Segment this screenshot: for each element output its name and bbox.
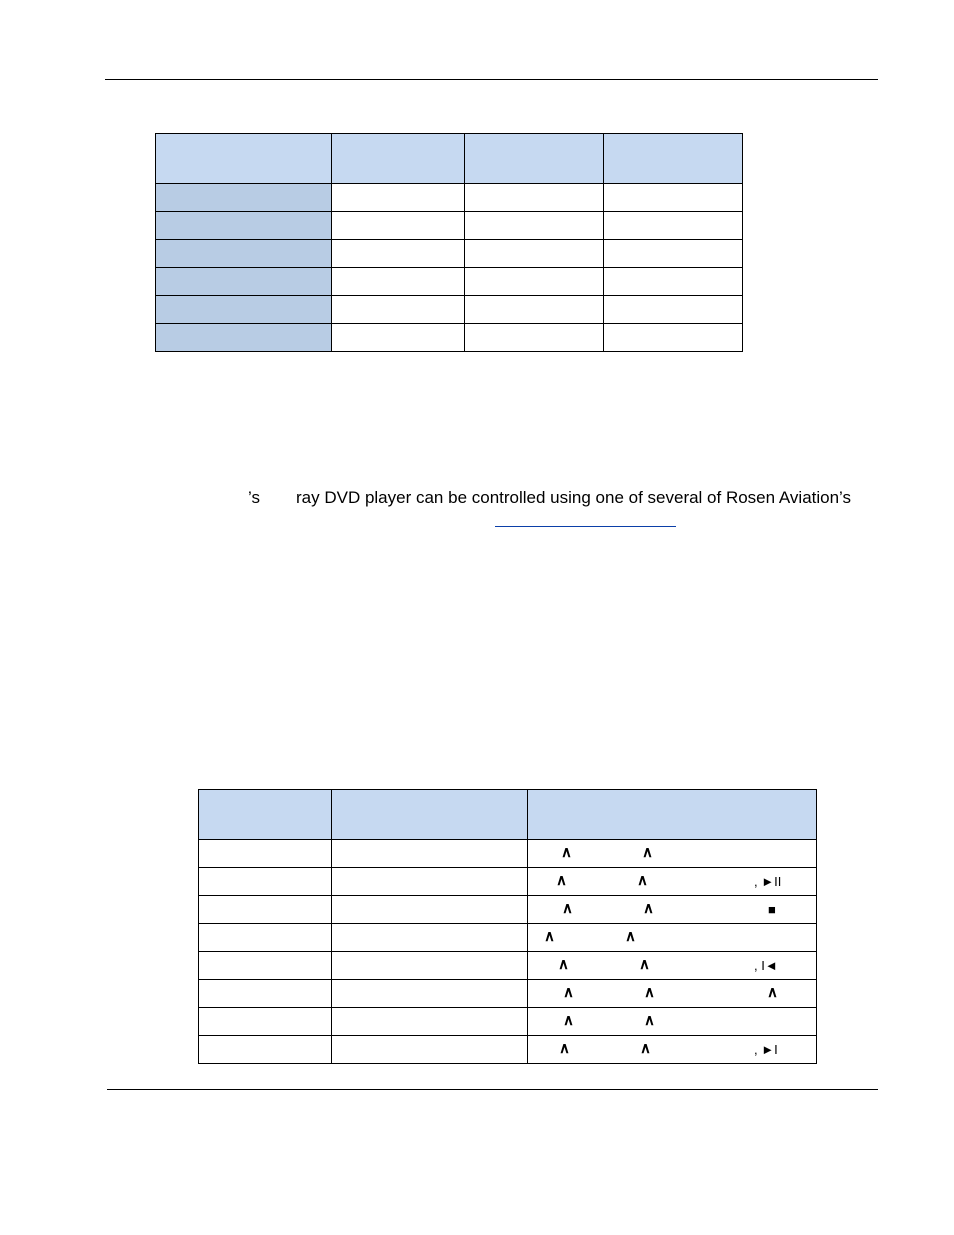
table-cell [199, 840, 332, 868]
caret-glyph: ∧ [558, 956, 569, 973]
table-cell [332, 184, 465, 212]
caret-glyph: ∧ [644, 984, 655, 1001]
row-label-cell [156, 240, 332, 268]
stop-symbol: ■ [768, 902, 776, 917]
header-cell [465, 134, 604, 184]
footer-rule [107, 1089, 878, 1090]
table-row [156, 324, 743, 352]
caret-glyph: ∧ [639, 956, 650, 973]
caret-glyph: ∧ [562, 900, 573, 917]
table-cell [604, 324, 743, 352]
caret-glyph: ∧ [563, 1012, 574, 1029]
table-cell [199, 924, 332, 952]
table-row [156, 184, 743, 212]
key-sequence-cell [528, 1008, 817, 1036]
table-row [156, 268, 743, 296]
key-sequence-cell [528, 840, 817, 868]
table-cell [465, 296, 604, 324]
key-sequence-cell [528, 896, 817, 924]
next-track-symbol: , ►I [754, 1042, 778, 1057]
table-cell [604, 212, 743, 240]
table-row [199, 868, 817, 896]
table-row [199, 1036, 817, 1064]
table-cell [199, 952, 332, 980]
header-cell [199, 790, 332, 840]
table-cell [332, 1008, 528, 1036]
table-row [199, 924, 817, 952]
table-cell [332, 952, 528, 980]
table-cell [332, 868, 528, 896]
table-row [199, 952, 817, 980]
table-cell [604, 296, 743, 324]
row-label-cell [156, 184, 332, 212]
table-cell [332, 240, 465, 268]
table-cell [199, 896, 332, 924]
key-sequence-cell [528, 952, 817, 980]
table-cell [199, 1036, 332, 1064]
table-cell [465, 184, 604, 212]
table-cell [604, 184, 743, 212]
row-label-cell [156, 212, 332, 240]
caret-glyph: ∧ [563, 984, 574, 1001]
table-cell [199, 980, 332, 1008]
key-sequence-cell [528, 868, 817, 896]
paragraph-fragment: ’s [248, 488, 260, 507]
table-cell [604, 240, 743, 268]
table-cell [199, 868, 332, 896]
table-row [199, 1008, 817, 1036]
table-cell [604, 268, 743, 296]
caret-glyph: ∧ [643, 900, 654, 917]
key-sequence-cell [528, 924, 817, 952]
caret-glyph: ∧ [559, 1040, 570, 1057]
table-cell [465, 268, 604, 296]
caret-glyph: ∧ [640, 1040, 651, 1057]
table-header-row [156, 134, 743, 184]
table-cell [332, 840, 528, 868]
table-cell [332, 212, 465, 240]
table-cell [199, 1008, 332, 1036]
row-label-cell [156, 324, 332, 352]
table-cell [332, 980, 528, 1008]
table-cell [465, 324, 604, 352]
table-cell [465, 240, 604, 268]
caret-glyph: ∧ [556, 872, 567, 889]
caret-glyph: ∧ [544, 928, 555, 945]
caret-glyph: ∧ [767, 984, 778, 1001]
table-cell [332, 896, 528, 924]
header-cell [332, 134, 465, 184]
table-row [199, 840, 817, 868]
table-row [156, 212, 743, 240]
paragraph-text: ray DVD player can be controlled using one of several of Rosen Aviation’s [296, 488, 852, 507]
specification-table [155, 133, 743, 352]
table-cell [332, 324, 465, 352]
hyperlink-underline[interactable] [495, 526, 676, 527]
table-cell [332, 924, 528, 952]
table-row [199, 896, 817, 924]
table-row [156, 296, 743, 324]
remote-control-table [198, 789, 817, 1064]
header-cell [332, 790, 528, 840]
play-pause-symbol: , ►II [754, 874, 782, 889]
table-header-row [199, 790, 817, 840]
caret-glyph: ∧ [561, 844, 572, 861]
caret-glyph: ∧ [625, 928, 636, 945]
table-cell [332, 1036, 528, 1064]
row-label-cell [156, 268, 332, 296]
header-cell [604, 134, 743, 184]
table-row [156, 240, 743, 268]
table-cell [465, 212, 604, 240]
caret-glyph: ∧ [637, 872, 648, 889]
header-rule [105, 79, 878, 80]
previous-track-symbol: , I◄ [754, 958, 778, 973]
key-sequence-cell [528, 980, 817, 1008]
row-label-cell [156, 296, 332, 324]
caret-glyph: ∧ [642, 844, 653, 861]
table-row [199, 980, 817, 1008]
header-cell [528, 790, 817, 840]
caret-glyph: ∧ [644, 1012, 655, 1029]
key-sequence-cell [528, 1036, 817, 1064]
table-cell [332, 268, 465, 296]
header-cell [156, 134, 332, 184]
table-cell [332, 296, 465, 324]
